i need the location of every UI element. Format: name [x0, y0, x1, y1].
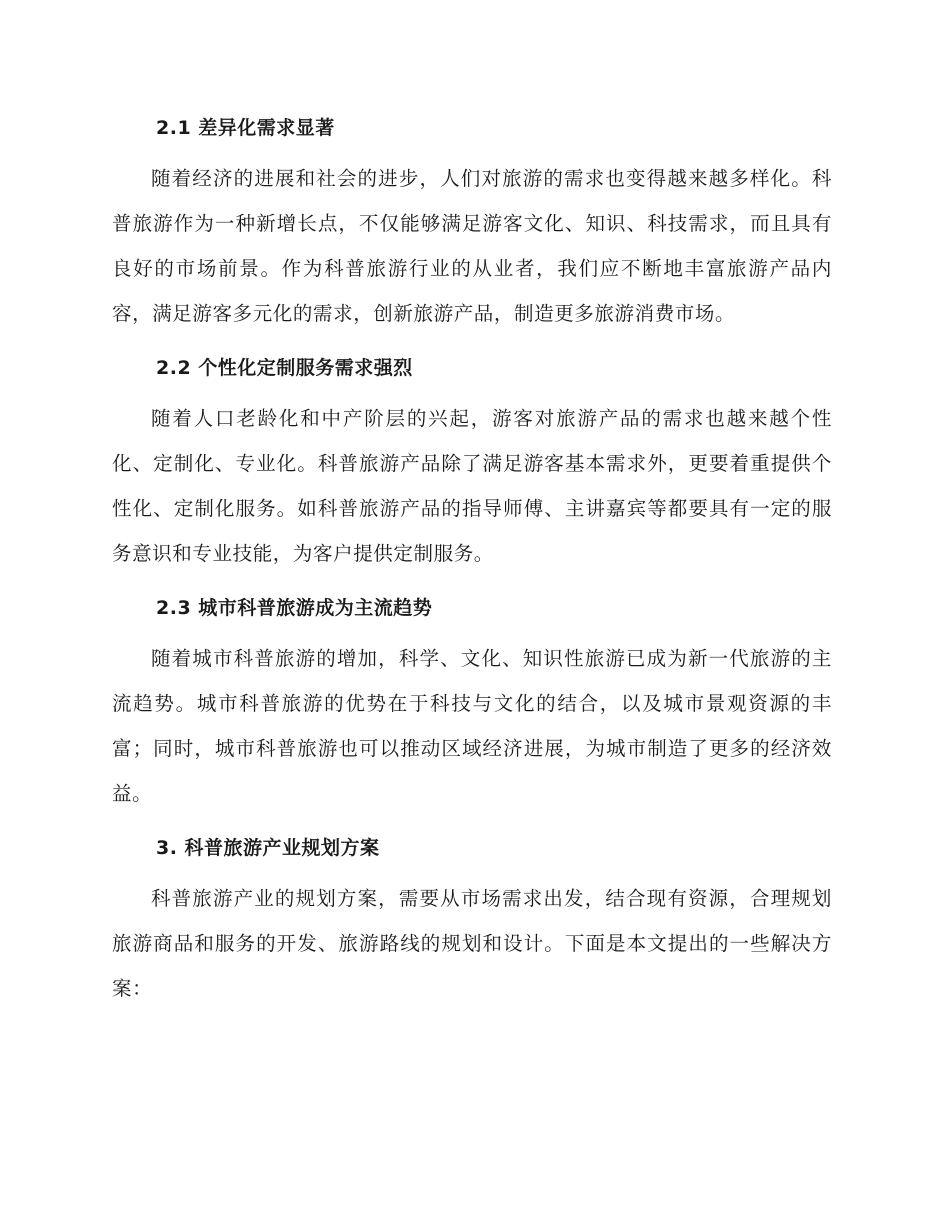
- section-heading-2-2: 2.2 个性化定制服务需求强烈: [156, 357, 413, 379]
- section-heading-3: 3. 科普旅游产业规划方案: [156, 837, 380, 859]
- section-heading-2-3: 2.3 城市科普旅游成为主流趋势: [156, 597, 433, 619]
- section-heading-2-1: 2.1 差异化需求显著: [156, 117, 335, 139]
- section-paragraph-2-2: 随着人口老龄化和中产阶层的兴起，游客对旅游产品的需求也越来越个性化、定制化、专业化。科普旅游产品除了满足游客基本需求外，更要着重提供个性化、定制化服务。如科普旅游产品的指导师傅、主讲嘉宾等都要具有一定的服务意识和专业技能，为客户提供定制服务。: [112, 407, 832, 565]
- section-paragraph-2-1: 随着经济的进展和社会的进步，人们对旅游的需求也变得越来越多样化。科普旅游作为一种新增长点，不仅能够满足游客文化、知识、科技需求，而且具有良好的市场前景。作为科普旅游行业的从业者，我们应不断地丰富旅游产品内容，满足游客多元化的需求，创新旅游产品，制造更多旅游消费市场。: [112, 167, 832, 325]
- section-paragraph-2-3: 随着城市科普旅游的增加，科学、文化、知识性旅游已成为新一代旅游的主流趋势。城市科普旅游的优势在于科技与文化的结合，以及城市景观资源的丰富；同时，城市科普旅游也可以推动区域经济进展，为城市制造了更多的经济效益。: [112, 647, 832, 805]
- section-paragraph-3: 科普旅游产业的规划方案，需要从市场需求出发，结合现有资源，合理规划旅游商品和服务的开发、旅游路线的规划和设计。下面是本文提出的一些解决方案：: [112, 887, 832, 1000]
